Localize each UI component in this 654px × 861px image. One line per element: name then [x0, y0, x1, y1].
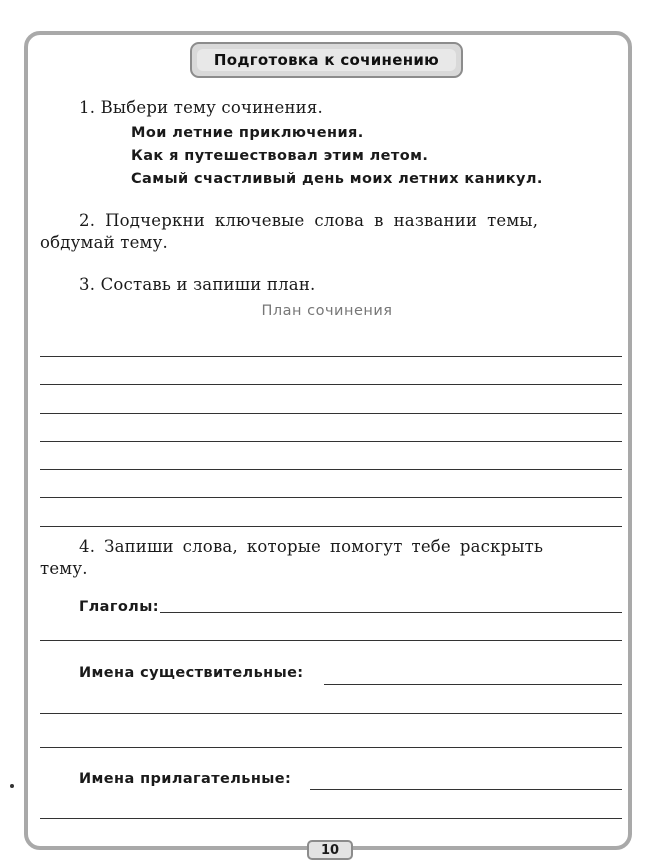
plan-title: План сочинения [261, 303, 393, 319]
adjectives-writing-line[interactable] [310, 789, 622, 790]
page-number: 10 [307, 840, 353, 860]
writing-line[interactable] [40, 469, 622, 470]
topic-option-3: Самый счастливый день моих летних каникул. [131, 171, 543, 187]
writing-line[interactable] [40, 356, 622, 357]
writing-line[interactable] [40, 640, 622, 641]
task-3-instruction: 3. Составь и запиши план. [79, 275, 316, 294]
topic-option-1: Мои летние приключения. [131, 125, 364, 141]
writing-line[interactable] [40, 413, 622, 414]
section-title-box [190, 42, 463, 78]
section-title: Подготовка к сочинению [197, 49, 456, 71]
task-2-instruction-line1: 2. Подчеркни ключевые слова в названии темы, [79, 211, 539, 230]
writing-line[interactable] [40, 747, 622, 748]
topic-option-2: Как я путешествовал этим летом. [131, 148, 429, 164]
verbs-label: Глаголы: [79, 599, 159, 615]
nouns-writing-line[interactable] [324, 684, 622, 685]
task-4-instruction-line1: 4. Запиши слова, которые помогут тебе раскрыть [79, 537, 544, 556]
writing-line[interactable] [40, 497, 622, 498]
writing-line[interactable] [40, 818, 622, 819]
task-4-instruction-line2: тему. [40, 559, 88, 578]
verbs-writing-line[interactable] [160, 612, 622, 613]
writing-line[interactable] [40, 384, 622, 385]
task-1-instruction: 1. Выбери тему сочинения. [79, 98, 323, 117]
task-2-instruction-line2: обдумай тему. [40, 233, 168, 252]
nouns-label: Имена существительные: [79, 665, 304, 681]
adjectives-label: Имена прилагательные: [79, 771, 292, 787]
writing-line[interactable] [40, 441, 622, 442]
margin-dot [10, 784, 14, 788]
writing-line[interactable] [40, 713, 622, 714]
writing-line[interactable] [40, 526, 622, 527]
